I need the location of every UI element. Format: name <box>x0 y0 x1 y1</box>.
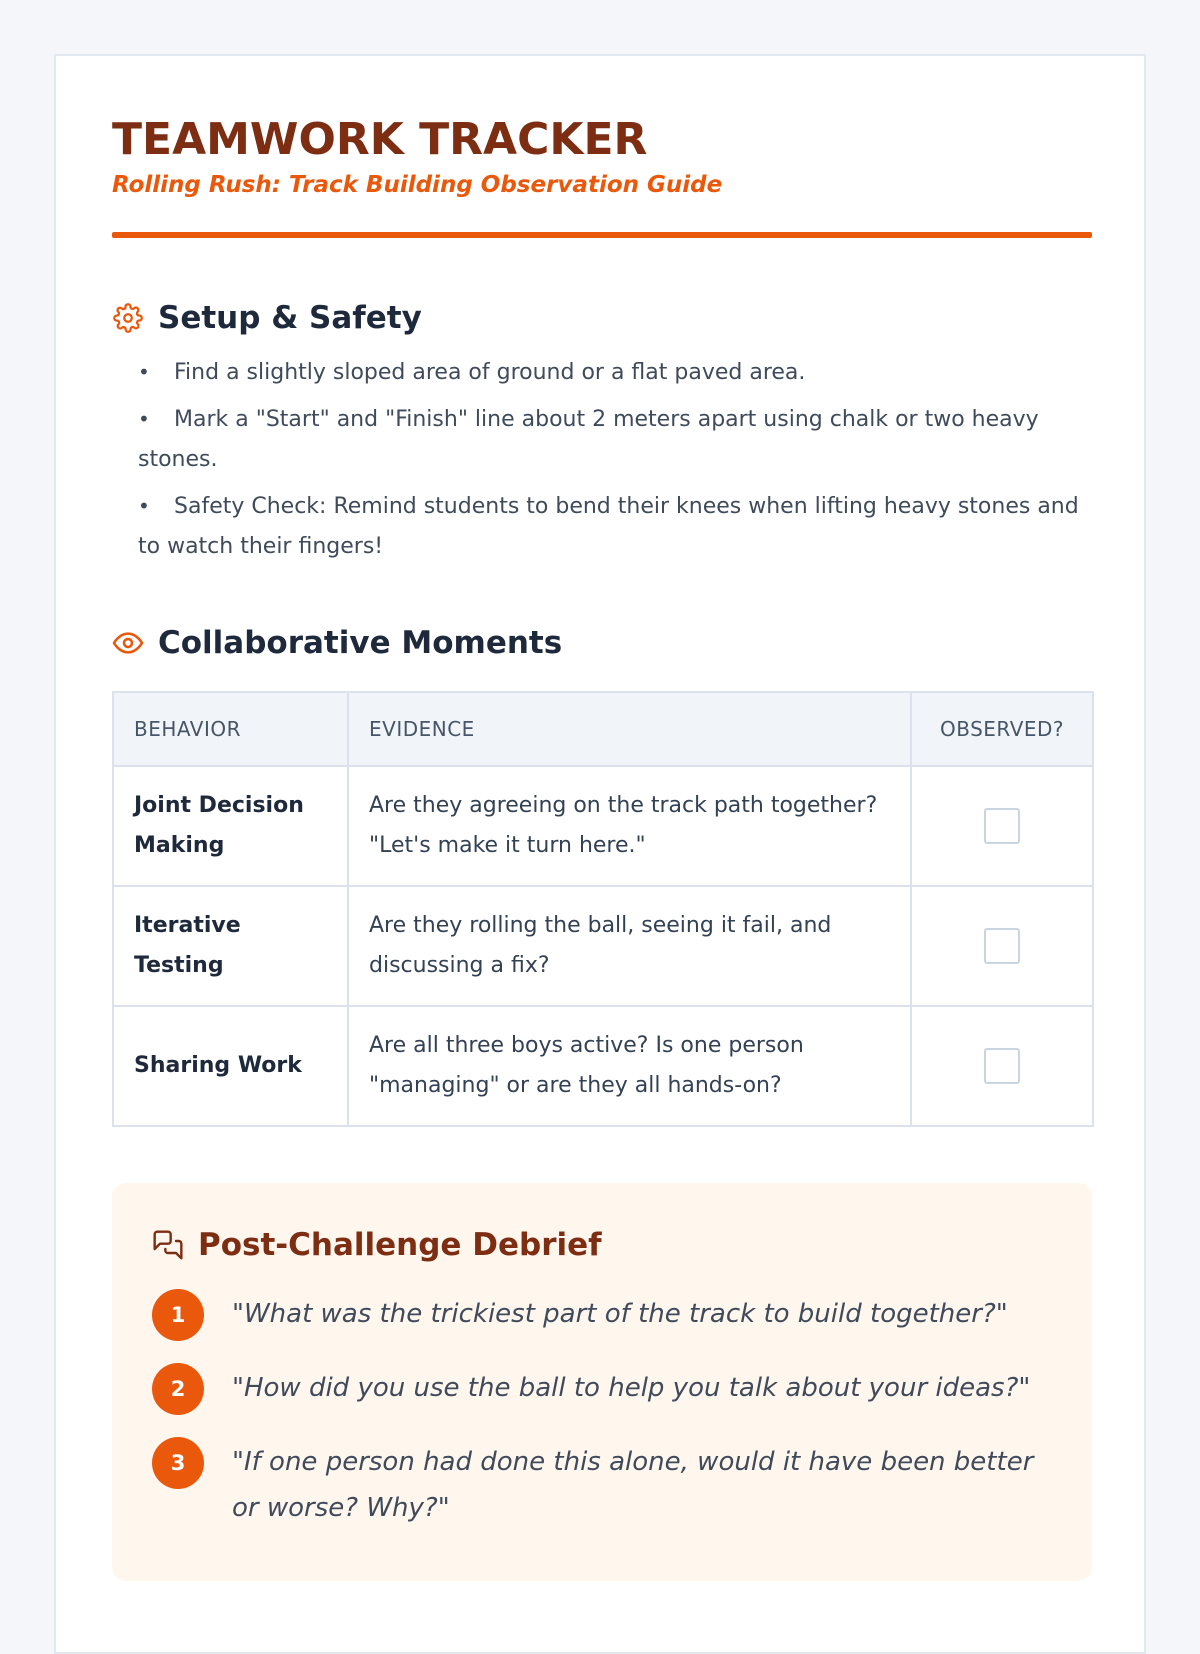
observed-checkbox[interactable] <box>984 928 1020 964</box>
column-header-behavior: BEHAVIOR <box>113 692 348 766</box>
list-item <box>152 1363 1052 1415</box>
behavior-cell: Sharing Work <box>113 1006 348 1126</box>
moments-heading-row <box>112 619 1092 667</box>
column-header-observed: OBSERVED? <box>911 692 1093 766</box>
bullet-dot: • <box>138 407 150 431</box>
behavior-cell: Joint Decision Making <box>113 766 348 886</box>
setup-section <box>112 294 1092 567</box>
list-item: • Find a slightly sloped area of ground or a flat paved area. <box>138 352 1092 393</box>
header <box>112 112 1092 238</box>
page-subtitle: Rolling Rush: Track Building Observation Guide <box>112 172 723 198</box>
column-header-evidence: EVIDENCE <box>348 692 911 766</box>
observed-cell <box>911 886 1093 1006</box>
debrief-panel <box>112 1183 1092 1581</box>
behavior-cell: Iterative Testing <box>113 886 348 1006</box>
question-text: "How did you use the ball to help you talk about your ideas?" <box>232 1373 1031 1403</box>
list-item: • Safety Check: Remind students to bend their knees when lifting heavy stones and to watch their fingers! <box>138 486 1092 567</box>
debrief-questions <box>152 1289 1052 1531</box>
list-item <box>152 1289 1052 1341</box>
observed-checkbox[interactable] <box>984 808 1020 844</box>
question-text: "If one person had done this alone, would it have been better or worse? Why?" <box>232 1447 1034 1523</box>
debrief-heading-row <box>152 1221 1052 1269</box>
observed-cell <box>911 766 1093 886</box>
table-header-row <box>113 692 1093 766</box>
debrief-heading: Post-Challenge Debrief <box>198 1227 602 1263</box>
question-number-badge: 1 <box>152 1289 204 1341</box>
worksheet-page <box>54 54 1146 1654</box>
setup-list <box>138 352 1092 567</box>
list-item <box>152 1437 1052 1531</box>
setup-heading-row <box>112 294 1092 342</box>
table-row <box>113 766 1093 886</box>
gear-icon <box>112 302 144 334</box>
moments-section <box>112 619 1092 1127</box>
observed-checkbox[interactable] <box>984 1048 1020 1084</box>
evidence-cell: Are they agreeing on the track path together? "Let's make it turn here." <box>348 766 911 886</box>
evidence-cell: Are all three boys active? Is one person "managing" or are they all hands-on? <box>348 1006 911 1126</box>
table-row <box>113 886 1093 1006</box>
setup-heading: Setup & Safety <box>158 300 422 336</box>
header-divider <box>112 232 1092 238</box>
eye-icon <box>112 627 144 659</box>
question-text: "What was the trickiest part of the track to build together?" <box>232 1299 1008 1329</box>
worksheet-content <box>112 112 1092 1581</box>
question-number-badge: 2 <box>152 1363 204 1415</box>
bullet-dot: • <box>138 360 150 384</box>
observed-cell <box>911 1006 1093 1126</box>
list-item: • Mark a "Start" and "Finish" line about 2 meters apart using chalk or two heavy stones. <box>138 399 1092 480</box>
evidence-cell: Are they rolling the ball, seeing it fail, and discussing a fix? <box>348 886 911 1006</box>
moments-heading: Collaborative Moments <box>158 625 563 661</box>
page-title: TEAMWORK TRACKER <box>112 114 648 165</box>
chat-bubbles-icon <box>152 1229 184 1261</box>
question-number-badge: 3 <box>152 1437 204 1489</box>
bullet-dot: • <box>138 494 150 518</box>
observation-table <box>112 691 1094 1127</box>
table-row <box>113 1006 1093 1126</box>
